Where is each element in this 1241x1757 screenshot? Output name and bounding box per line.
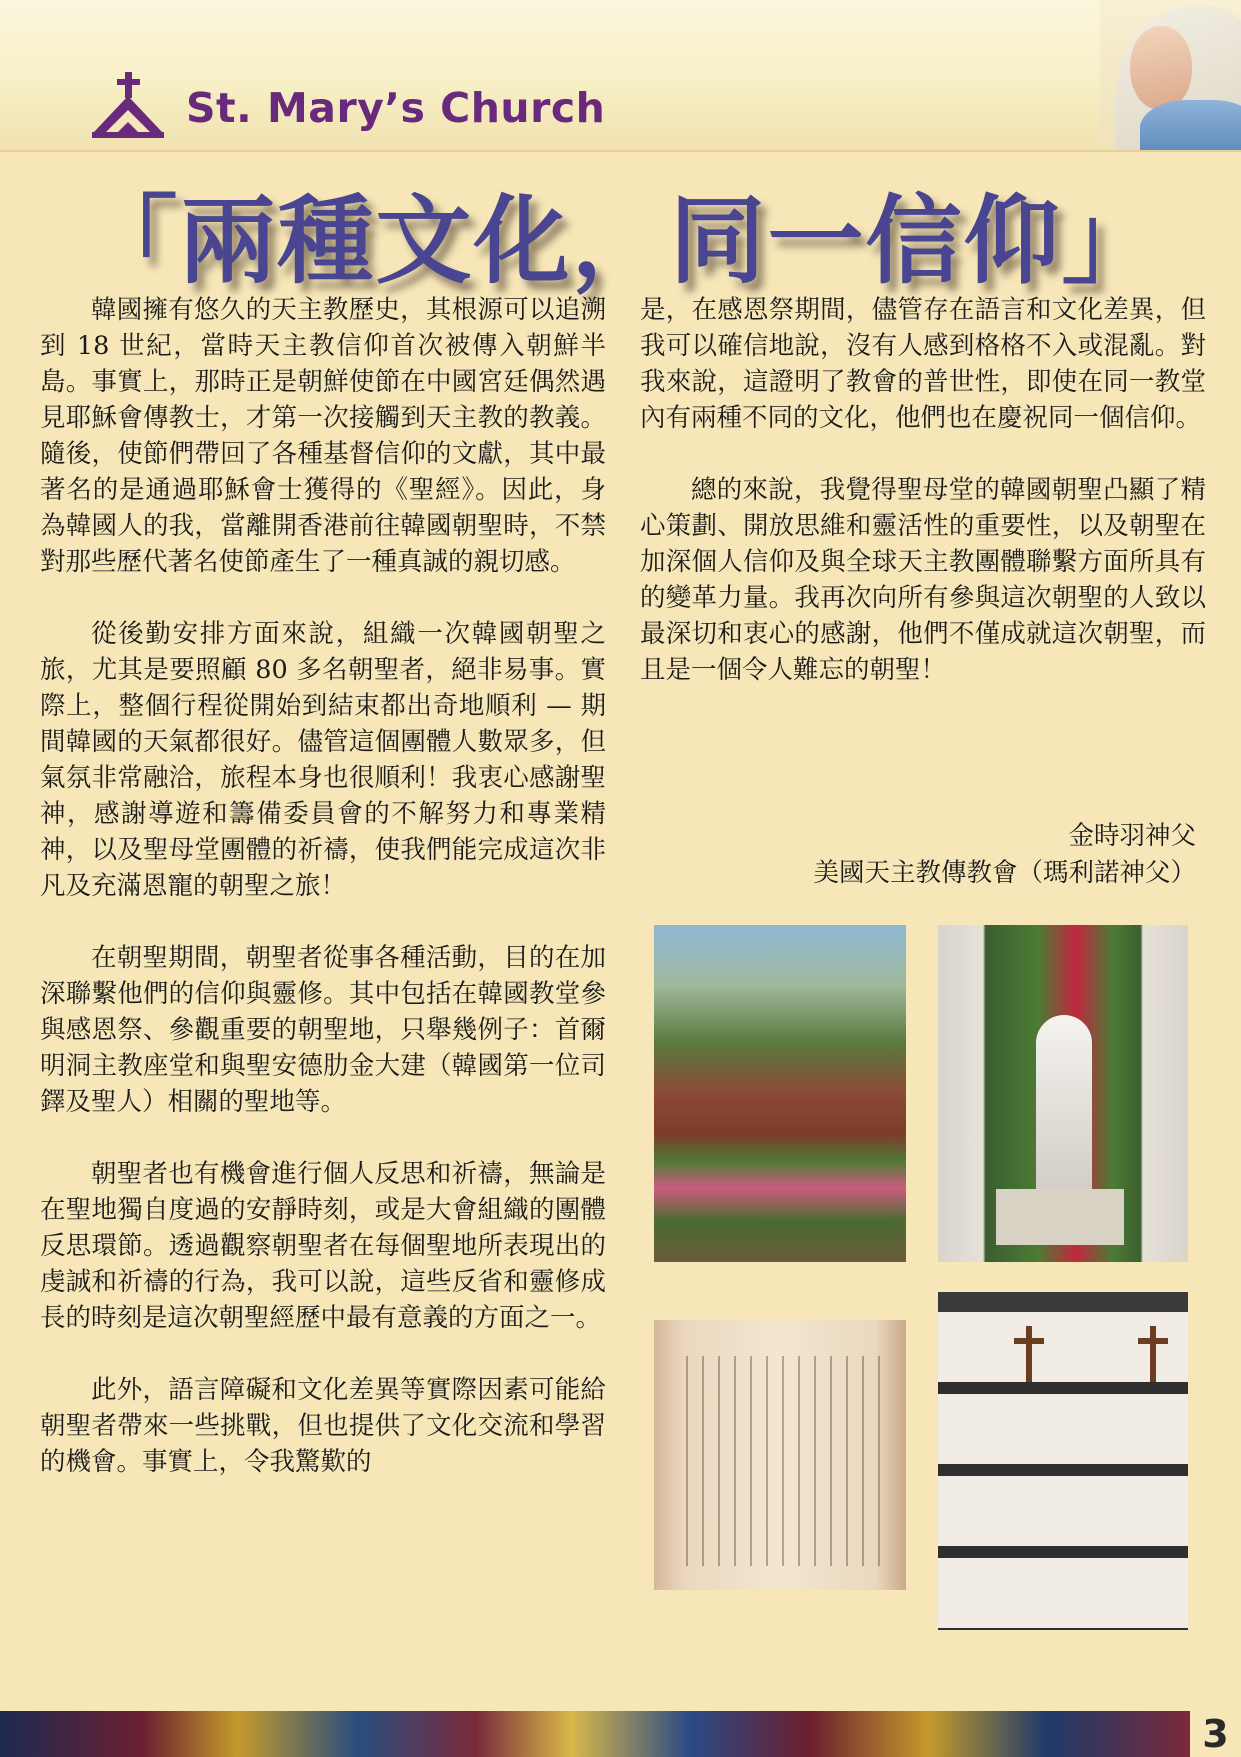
page-number: 3 bbox=[1190, 1711, 1241, 1757]
author-name: 金時羽神父 bbox=[1068, 821, 1196, 851]
church-cross-icon bbox=[92, 72, 164, 138]
page-header bbox=[0, 0, 1241, 152]
article-paragraph: 韓國擁有悠久的天主教歷史，其根源可以追溯到 18 世紀，當時天主教信仰首次被傳入朝鮮半島。事實上，那時正是朝鮮使節在中國宮廷偶然遇見耶穌會傳教士，才第一次接觸到天主教的教義。隨後，使節們帶回了各種基督信仰的文獻，其中最著名的是通過耶穌會士獲得的《聖經》。因此，身為韓國人的我，當離開香港前往韓國朝聖時，不禁對那些歷代著名使節產生了一種真誠的親切感。 bbox=[40, 295, 606, 577]
article-title: 「兩種文化，同一信仰」 bbox=[81, 184, 1160, 297]
author-signature bbox=[640, 818, 1196, 892]
article-paragraph: 朝聖者也有機會進行個人反思和祈禱，無論是在聖地獨自度過的安靜時刻，或是大會組織的團體反思環節。透過觀察朝聖者在每個聖地所表現出的虔誠和祈禱的行為，我可以說，這些反省和靈修成長的時刻是這次朝聖經歷中最有意義的方面之一。 bbox=[40, 1159, 606, 1333]
article-paragraph: 此外，語言障礙和文化差異等實際因素可能給朝聖者帶來一些挑戰，但也提供了文化交流和學習的機會。事實上，令我驚歎的 bbox=[40, 1375, 606, 1477]
madonna-statue-arch-photo bbox=[938, 925, 1188, 1262]
article-paragraph: 是，在感恩祭期間，儘管存在語言和文化差異，但我可以確信地說，沒有人感到格格不入或混亂。對我來說，這證明了教會的普世性，即使在同一教堂內有兩種不同的文化，他們也在慶祝同一個信仰。 bbox=[640, 295, 1206, 433]
article-paragraph: 在朝聖期間，朝聖者從事各種活動，目的在加深聯繫他們的信仰與靈修。其中包括在韓國教堂參與感恩祭、參觀重要的朝聖地，只舉幾例子：首爾明洞主教座堂和與聖安德肋金大建（韓國第一位司鐸及聖人）相關的聖地等。 bbox=[40, 943, 606, 1117]
museum-display-cabinet-photo bbox=[938, 1292, 1188, 1630]
church-garden-photo bbox=[654, 925, 906, 1262]
old-bible-book-photo bbox=[654, 1320, 906, 1590]
article-left-column bbox=[40, 292, 606, 1516]
author-affiliation: 美國天主教傳教會（瑪利諾神父） bbox=[813, 858, 1196, 888]
article-paragraph: 從後勤安排方面來說，組織一次韓國朝聖之旅，尤其是要照顧 80 多名朝聖者，絕非易事。實際上，整個行程從開始到結束都出奇地順利 — 期間韓國的天氣都很好。儘管這個團體人數眾多，但氣氛非常融洽，旅程本身也很順利！我衷心感謝聖神，感謝導遊和籌備委員會的不解努力和專業精神，以及聖母堂團體的祈禱，使我們能完成這次非凡及充滿恩寵的朝聖之旅！ bbox=[40, 619, 606, 901]
virgin-mary-image bbox=[1100, 0, 1241, 150]
church-name: St. Mary’s Church bbox=[186, 84, 606, 132]
article-paragraph: 總的來說，我覺得聖母堂的韓國朝聖凸顯了精心策劃、開放思維和靈活性的重要性，以及朝聖在加深個人信仰及與全球天主教團體聯繫方面所具有的變革力量。我再次向所有參與這次朝聖的人致以最深切和衷心的感謝，他們不僅成就這次朝聖，而且是一個令人難忘的朝聖！ bbox=[640, 475, 1206, 685]
article-right-column bbox=[640, 292, 1206, 724]
stained-glass-footer bbox=[0, 1711, 1190, 1757]
